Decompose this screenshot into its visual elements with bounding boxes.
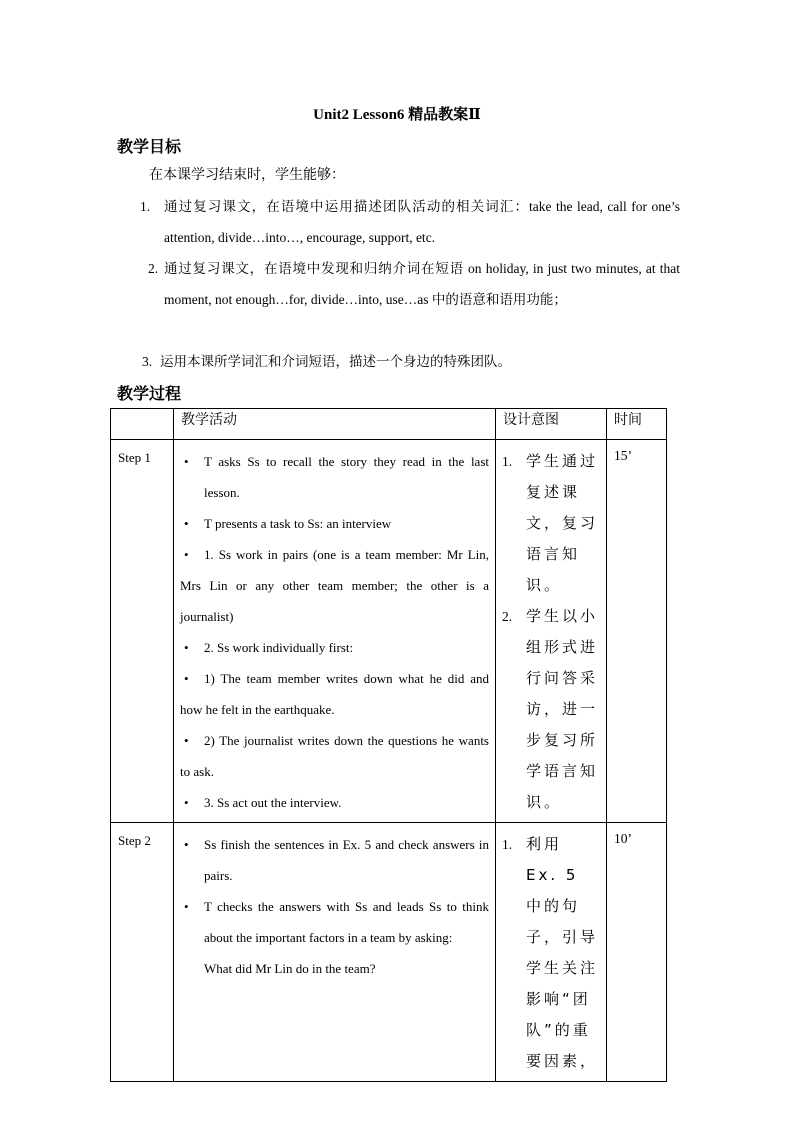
step-label: Step 1 — [111, 440, 174, 823]
process-heading: 教学过程 — [117, 384, 182, 403]
activity-item: • 1) The team member writes down what he did and how he felt in the earthquake. — [180, 663, 489, 725]
objectives-intro: 在本课学习结束时，学生能够： — [149, 167, 345, 183]
step-label: Step 2 — [111, 823, 174, 1082]
objective-text: 运用本课所学词汇和介词短语，描述一个身边的特殊团队。 — [160, 354, 511, 369]
purpose-item: 1. 利用 Ex. 5 中的句子，引导学生关注影响“团队”的重要因素， — [502, 835, 599, 1070]
activity-item: • 2) The journalist writes down the questions he wants to ask. — [180, 725, 489, 787]
bullet-icon: • — [184, 795, 189, 810]
bullet-icon: • — [184, 837, 189, 852]
lesson-process-table — [110, 408, 667, 1082]
time-value: 10’ — [607, 823, 667, 1082]
bullet-icon: • — [184, 671, 189, 686]
activity-item: • 3. Ss act out the interview. — [180, 787, 489, 818]
objective-item-1 — [140, 191, 680, 253]
activity-item: What did Mr Lin do in the team? — [204, 961, 376, 976]
bullet-icon: • — [184, 516, 189, 531]
objective-number: 2. — [148, 261, 159, 276]
activity-item: • T checks the answers with Ss and leads Ss to think about the important factors in a team by asking: — [180, 891, 489, 953]
objective-item-2 — [148, 253, 680, 315]
objective-item-3 — [142, 346, 682, 377]
purpose-cell — [496, 823, 607, 1082]
purpose-item: 2. 学生以小组形式进行问答采访，进一步复习所学语言知识。 — [502, 607, 599, 811]
objective-text: 通过复习课文，在语境中发现和归纳介词在短语 on holiday, in just two minutes, at that moment, not enough…for, divide…into, use…as 中的语意和语用功能； — [164, 261, 680, 307]
header-step — [111, 409, 174, 440]
activity-item: • 1. Ss work in pairs (one is a team member: Mr Lin, Mrs Lin or any other team member; the other is a journalist) — [180, 539, 489, 632]
table-row — [111, 823, 667, 1082]
time-value: 15’ — [607, 440, 667, 823]
activity-item: • T asks Ss to recall the story they read in the last lesson. — [180, 446, 489, 508]
table-row — [111, 440, 667, 823]
table-header-row — [111, 409, 667, 440]
bullet-icon: • — [184, 547, 189, 562]
bullet-icon: • — [184, 454, 189, 469]
bullet-icon: • — [184, 899, 189, 914]
activity-item: • Ss finish the sentences in Ex. 5 and check answers in pairs. — [180, 829, 489, 891]
activities-cell — [174, 440, 496, 823]
purpose-item: 1. 学生通过复述课文，复习语言知识。 — [502, 452, 599, 594]
document-title: Unit2 Lesson6 精品教案Ⅱ — [313, 107, 481, 123]
purpose-cell — [496, 440, 607, 823]
bullet-icon: • — [184, 640, 189, 655]
activity-item: • T presents a task to Ss: an interview — [180, 508, 489, 539]
header-purpose: 设计意图 — [496, 409, 607, 440]
objective-number: 1. — [140, 199, 151, 214]
header-time: 时间 — [607, 409, 667, 440]
objective-text: 通过复习课文，在语境中运用描述团队活动的相关词汇：take the lead, call for one’s attention, divide…into…, encourage, support, etc. — [164, 199, 680, 245]
objective-number: 3. — [142, 354, 153, 369]
objectives-heading: 教学目标 — [117, 137, 182, 156]
bullet-icon: • — [184, 733, 189, 748]
header-activities: 教学活动 — [174, 409, 496, 440]
activity-item: • 2. Ss work individually first: — [180, 632, 489, 663]
activities-cell — [174, 823, 496, 1082]
